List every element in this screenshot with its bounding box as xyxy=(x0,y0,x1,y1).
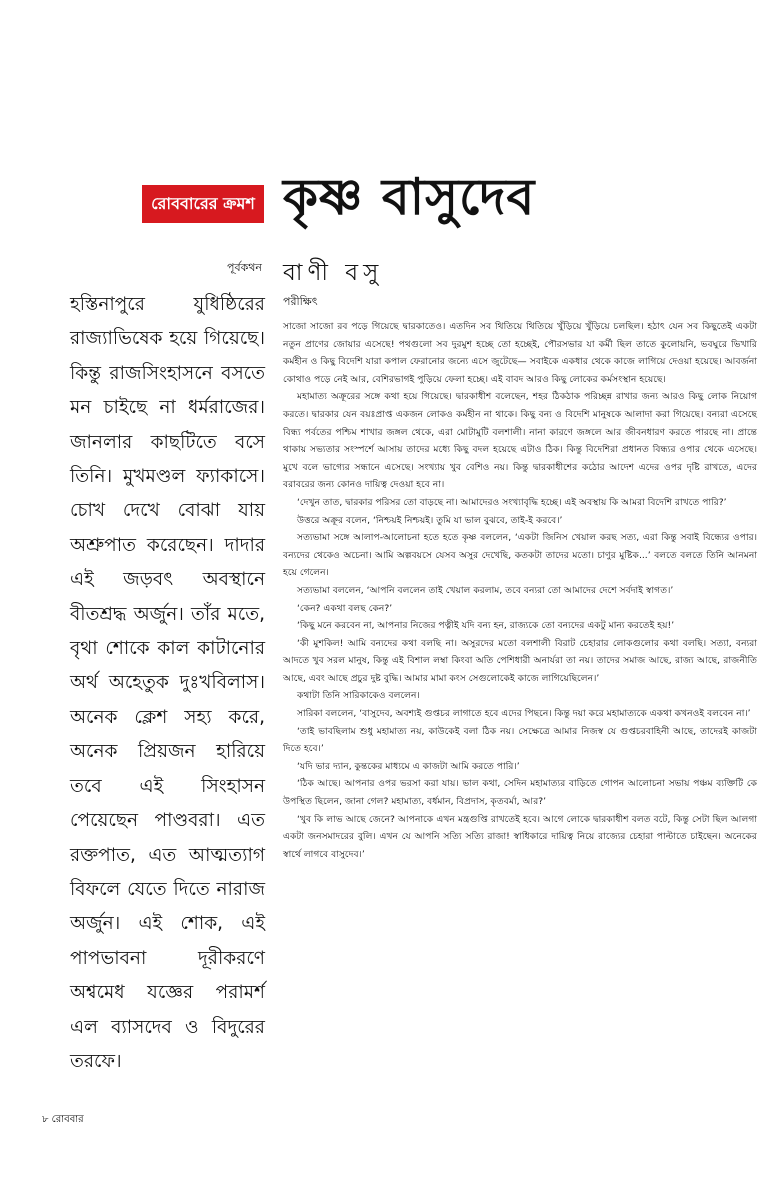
paragraph: কথাটা তিনি সারিকাকেও বললেন। xyxy=(297,690,420,702)
paragraph: সত্যভামা বললেন, ‘আপনি বললেন তাই খেয়াল করলাম, তবে বন্যরা তো আমাদের দেশে সর্বদাই স্বাগত।’ xyxy=(297,584,674,596)
author-name: বাণী বসু xyxy=(283,260,384,286)
chapter-title: পরীক্ষিৎ xyxy=(283,295,318,308)
paragraph: ‘ঠিক আছে। আপনার ওপর ভরসা করা যায়। ভাল কথা, সেদিন মহামাত্যর বাড়িতে গোপন আলোচনা সভায় পঞ্চম ব্যক্তিটি কে উপস্থিত ছিলেন, জানা গেল? মহামাত্য, বর্ধমান, বিপ্রদাস, কৃতবর্মা, আর?’ xyxy=(283,778,757,808)
prelude-summary: হস্তিনাপুরে যুধিষ্ঠিরের রাজ্যাভিষেক হয়ে গিয়েছে। কিন্তু রাজসিংহাসনে বসতে মন চাইছে না ধর্মরাজের। জানলার কাছটিতে বসে তিনি। মুখমণ্ডল ফ্যাকাসে। চোখ দেখে বোঝা যায় অশ্রুপাত করেছেন। দাদার এই জড়বৎ অবস্থানে বীতশ্রদ্ধ অর্জুন। তাঁর মতে, বৃথা শোকে কাল কাটানোর অর্থ অহেতুক দুঃখবিলাস। অনেক ক্লেশ সহ্য করে, অনেক প্রিয়জন হারিয়ে তবে এই সিংহাসন পেয়েছেন পাণ্ডবরা। এত রক্তপাত, এত আত্মত্যাগ বিফলে যেতে দিতে নারাজ অর্জুন। এই শোক, এই পাপভাবনা দূরীকরণে অশ্বমেধ যজ্ঞের পরামর্শ এল ব্যাসদেব ও বিদুরের তরফে। xyxy=(70,294,265,1072)
prelude-label: পূর্বকথন xyxy=(227,261,262,274)
paragraph: সত্যভামা সঙ্গে আলাপ-আলোচনা হতে হতে কৃষ্ণ বললেন, ‘একটা জিনিস খেয়াল করছ সত্য, এরা কিন্তু সবাই বিন্ধ্যের ওপার। বন্যদের থেকেও অচেনা। আমি অল্পবয়সে যেসব অসুর দেখেছি, কতকটা তাদের মতো। চাণুর মুষ্টিক...’ বলতে বলতে তিনি আনমনা হয়ে গেলেন। xyxy=(283,532,757,579)
article-body xyxy=(283,318,757,863)
paragraph: ‘খুব কি লাভ আছে জেনে? আপনাকে এখন মন্ত্রগুপ্তি রাখতেই হবে। আগে লোকে দ্বারকাধীশ বলত বটে, কিন্তু সেটা ছিল আলগা একটা জনসমাদরের বুলি। এখন যে আপনি সত্যি সত্যি রাজা! স্বাধিকারে দায়িত্ব নিয়ে রাজ্যের চেহারা পাল্টাতে চাইছেন। অনেকের স্বার্থে লাগবে বাসুদেব।’ xyxy=(283,813,757,860)
paragraph: সাজো সাজো রব পড়ে গিয়েছে দ্বারকাতেও। এতদিন সব থিতিয়ে থিতিয়ে খুঁড়িয়ে খুঁড়িয়ে চলছিল। হঠাৎ যেন সব কিছুতেই একটা নতুন প্রাণের জোয়ার এসেছে! পথগুলো সব দুরমুশ হচ্ছে তো হচ্ছেই, পৌরসভার যা কর্মী ছিল তাতে কুলোয়নি, ভবঘুরে ভিখারি কর্মহীন ও কিছু বিদেশি যারা কপাল ফেরানোর জন্যে এসে জুটেছে— সবাইকে একধার থেকে কাজে লাগিয়ে দেওয়া হয়েছে। আবর্জনা কোথাও পড়ে নেই আর, বেশিরভাগই পুড়িয়ে ফেলা হচ্ছে। এই বাবদ আরও কিছু লোকের কর্মসংস্থান হয়েছে। xyxy=(283,321,757,385)
page-folio: ৮ রোববার xyxy=(42,1114,84,1125)
paragraph: ‘তাই ভাবছিলাম শুধু মহামাত্য নয়, কাউকেই বলা ঠিক নয়। সেক্ষেত্রে আমার নিজস্ব যে গুপ্তচরবাহিনী আছে, তাদেরই কাজটা দিতে হবে।’ xyxy=(283,725,757,755)
paragraph: ‘দেখুন তাত, দ্বারকার পরিসর তো বাড়ছে না। আমাদেরও সংখ্যাবৃদ্ধি হচ্ছে। এই অবস্থায় কি আমরা বিদেশি রাখতে পারি?’ xyxy=(297,496,727,508)
paragraph: ‘কী মুশকিল! আমি বন্যদের কথা বলছি না। অসুরদের মতো বলশালী বিরাট চেহারার লোকগুলোর কথা বলছি। সত্যা, বন্যরা আদতে খুব সরল মানুষ, কিন্তু এই বিশাল লম্বা কিংবা অতি পেশিধারী অনার্যরা তা নয়। তাদের সমাজ আছে, রাজ্য আছে, রাজনীতি আছে, এবং আছে প্রচুর দুষ্ট বুদ্ধি। আমার মামা কংস সেগুলোকেই কাজে লাগিয়েছিলেন।’ xyxy=(283,637,757,684)
series-badge: রোববারের ক্রমশ xyxy=(142,185,264,223)
page-title: কৃষ্ণ বাসুদেব xyxy=(283,168,536,226)
paragraph: উত্তরে অক্রূর বলেন, ‘নিশ্চয়ই নিশ্চয়ই। তুমি যা ভাল বুঝবে, তাই-ই করবে।’ xyxy=(297,514,563,526)
paragraph: ‘কিছু মনে করবেন না, আপনার নিজের পত্নীই যদি বন্য হন, রাজ্যকে তো বন্যদের একটু মান্য করতেই হয়!’ xyxy=(297,620,675,632)
paragraph: সারিকা বললেন, ‘বাসুদেব, অবশ্যই গুপ্তচর লাগাতে হবে এদের পিছনে। কিন্তু দয়া করে মহামাত্যকে একথা কখনওই বলবেন না।’ xyxy=(297,708,751,720)
paragraph: ‘কেন? একথা বলছ কেন?’ xyxy=(297,602,393,614)
paragraph: মহামাত্য অক্রূরের সঙ্গে কথা হয়ে গিয়েছে। দ্বারকাধীশ বলেছেন, শহর ঠিকঠাক পরিচ্ছন্ন রাখার জন্য আরও কিছু লোক নিয়োগ করতে। দ্বারকার যেন বয়ঃপ্রাপ্ত একজন লোকও কর্মহীন না থাকে। কিছু বন্য ও বিদেশি মানুষকে আলাদা করা গিয়েছে। বন্যরা এসেছে বিন্ধ্য পর্বতের পশ্চিম শাখার জঙ্গল থেকে, এরা মোটামুটি বলশালী। নানা কারণে জঙ্গলে আর জীবনধারণ করতে পারছে না। প্রান্তে থাকায় সভ্যতার সংস্পর্শে আসায় তাদের মধ্যে কিছু বদল হয়েছে এটাও ঠিক। কিন্তু বিদেশিরা প্রধানত বিন্ধ্যর ওপার থেকে এসেছে। মুখে বলে ভাগ্যের সন্ধানে এসেছে। সংখ্যায় খুব বেশিও নয়। কিন্তু দ্বারকাধীশের কঠোর আদেশ এদের ওপর দৃষ্টি রাখতে, এদের বরাবরের জন্য কোনও দায়িত্ব দেওয়া হবে না। xyxy=(283,391,757,491)
paragraph: ‘যদি ভার দ্যান, কুন্তকের মাধ্যমে এ কাজটা আমি করতে পারি।’ xyxy=(297,760,520,772)
